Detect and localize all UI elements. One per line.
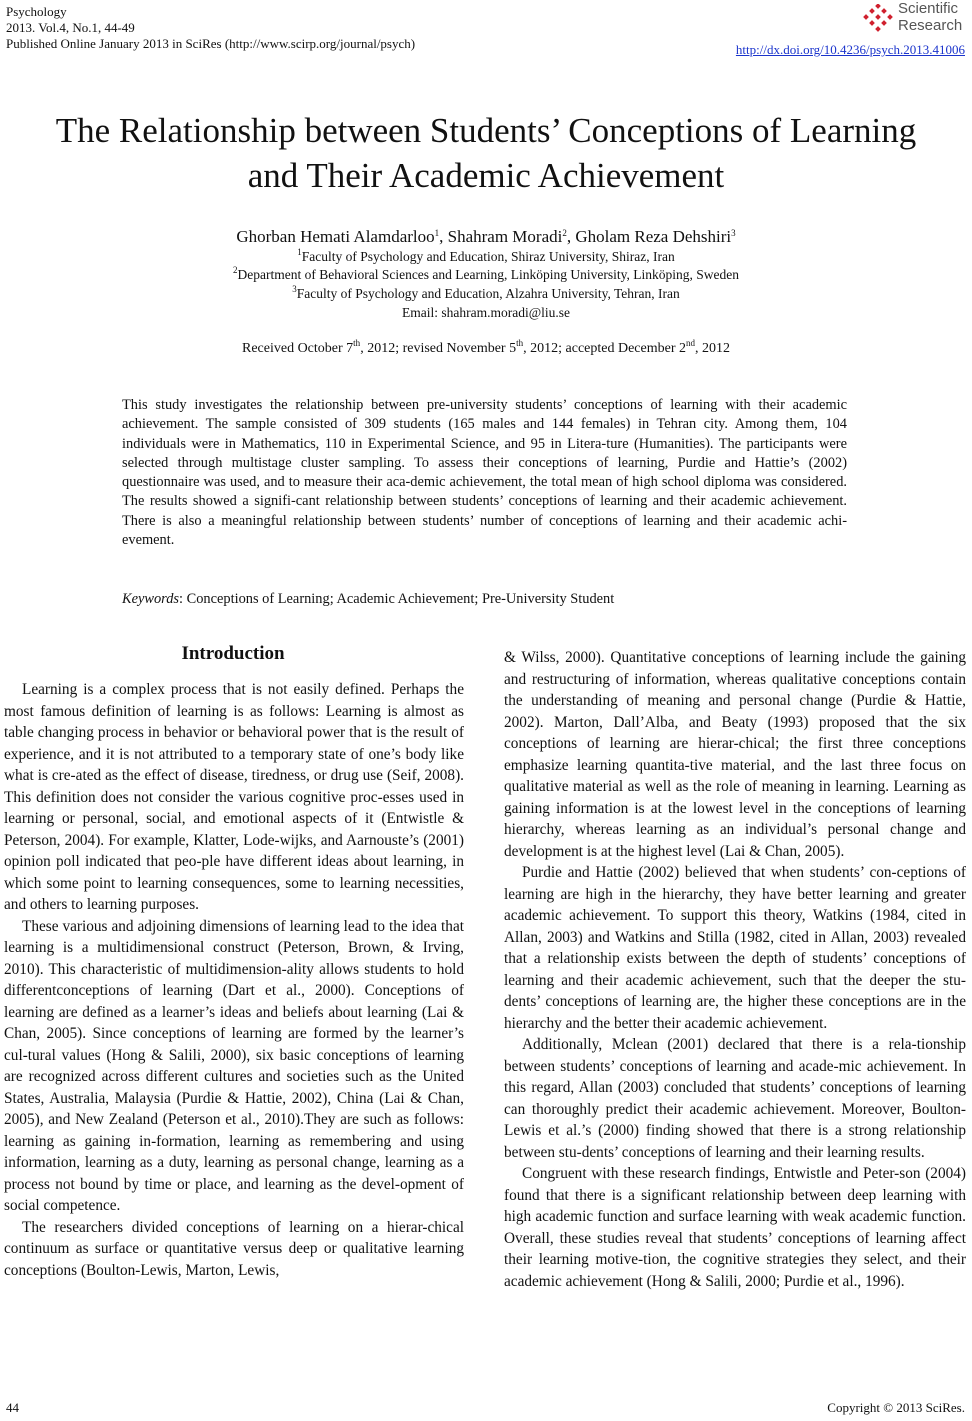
- copyright-notice: Copyright © 2013 SciRes.: [827, 1400, 965, 1415]
- journal-published: Published Online January 2013 in SciRes (http://www.scirp.org/journal/psych): [6, 36, 416, 51]
- author-sep: ,: [439, 227, 448, 246]
- accepted-text: , 2012; accepted December 2: [523, 341, 686, 356]
- author-name: Shahram Moradi: [447, 227, 563, 246]
- paragraph: Purdie and Hattie (2002) believed that when students’ con-ceptions of learning are high in the hierarchy, they have better learning and greater academic achievement. To support this theory, Watkins (1984, cited in Allan, 2003) and Watkins and Stilla (1982, cited in Allan, 2003) revealed that a relationship exists between the depth of students’ conceptions of learning and their academic achievement, such that the deeper the stu-dents’ conceptions of learning are, the higher these conceptions are in the hierarchy and the better their academic achievement.: [504, 864, 966, 1032]
- keywords: [122, 591, 614, 608]
- author-name: Ghorban Hemati Alamdarloo: [236, 227, 435, 246]
- journal-header: [6, 4, 415, 52]
- title-line-1: The Relationship between Students’ Conceptions of Learning: [55, 111, 917, 150]
- keywords-text: : Conceptions of Learning; Academic Achievement; Pre-University Student: [179, 591, 615, 607]
- logo-text-line2: Research: [898, 17, 963, 34]
- received-sup: th: [353, 338, 361, 348]
- logo-diamond-icon: [862, 4, 894, 32]
- paragraph: Additionally, Mclean (2001) declared that there is a rela-tionship between students’ conceptions of learning and acade-mic achievement. In this regard, Allan (2003) concluded that students’ conceptions of learning can thoroughly predict their academic achievement. Moreover, Boulton-Lewis et al.’s (2000) finding showed that there is a strong relationship between stu-dents’ conceptions of learning and their learning results.: [504, 1036, 966, 1161]
- revised-text: , 2012; revised November 5: [360, 341, 517, 356]
- affiliation-text: Faculty of Psychology and Education, Alzahra University, Tehran, Iran: [296, 286, 680, 301]
- received-year: , 2012: [695, 341, 730, 356]
- author-sup: 3: [731, 228, 736, 238]
- logo-text-line1: Scientific: [898, 0, 959, 17]
- affiliation-2: [0, 267, 972, 283]
- affiliation-sup: 1: [297, 247, 302, 257]
- paragraph: The researchers divided conceptions of learning on a hierar-chical continuum as surface or quantitative versus deep or qualitative learning conceptions (Boulton-Lewis, Marton, Lewis,: [4, 1218, 464, 1279]
- received-dates: [0, 338, 972, 357]
- affiliation-sup: 3: [292, 284, 297, 294]
- keywords-label: Keywords: [122, 591, 180, 607]
- doi-link[interactable]: http://dx.doi.org/10.4236/psych.2013.41006: [735, 42, 965, 57]
- right-column: [504, 647, 966, 1292]
- paragraph: & Wilss, 2000). Quantitative conceptions of learning include the gaining and restructuring of information, whereas qualitative conceptions contain the understanding of meaning and personal change (Purdie & Hattie, 2002). Marton, Dall’Alba, and Beaty (1993) proposed that the six conceptions of learning are hierar-chical; the first three conceptions emphasize learning quantita-tive material, and the last three focus on qualitative material as well as the role of meaning in learning. Learning as gaining information is at the lowest level in the conceptions of learning hierarchy, whereas learning as an individual’s personal change and development is at the highest level (Lai & Chan, 2005).: [504, 649, 966, 860]
- paragraph: Congruent with these research findings, Entwistle and Peter-son (2004) found that there is a significant relationship between deep learning with high academic function and surface learning with weak academic function. Overall, these studies reveal that students’ conceptions of learning affect their learning motive-tion, the cognitive strategies they select, and their academic achievement (Hong & Salili, 2000; Purdie et al., 1996).: [504, 1165, 966, 1290]
- email: Email: shahram.moradi@liu.se: [401, 305, 571, 320]
- section-heading-introduction: Introduction: [181, 643, 285, 664]
- page-number: 44: [6, 1400, 19, 1415]
- received-text: Received October 7: [241, 341, 354, 356]
- affiliation-1: [0, 249, 972, 265]
- affiliation-text: Department of Behavioral Sciences and Learning, Linköping University, Linköping, Sweden: [237, 267, 739, 282]
- author-name: Gholam Reza Dehshiri: [575, 227, 732, 246]
- left-column: [4, 679, 464, 1281]
- affiliation-3: [0, 286, 972, 302]
- revised-sup: th: [516, 338, 524, 348]
- journal-volume: 2013. Vol.4, No.1, 44-49: [6, 20, 135, 35]
- paragraph: These various and adjoining dimensions of learning lead to the idea that learning is a multidimensional construct (Peterson, Brown, & Irving, 2010). This characteristic of multidimension-ality allows students to hold differentconceptions of learning (Dart et al., 2000). Conceptions of learning are defined as a learner’s ideas and beliefs about learning (Lai & Chan, 2005). Since conceptions of learning are formed by the learner’s cul-tural values (Hong & Salili, 2000), six basic conceptions of learning are recognized across different cultures and societies such as the United States, Australia, Malaysia (Purdie & Hattie, 2002), China (Lai & Chan, 2005), and New Zealand (Peterson et al., 2010).They are such as follows: learning as gaining in-formation, learning as remembering and using information, learning as a duty, learning as personal change, learning as a process not bound by time or place, and learning as the devel-opment of social competence.: [4, 917, 464, 1214]
- affiliation-sup: 2: [233, 265, 238, 275]
- author-list: [0, 227, 972, 247]
- scientific-research-logo: [862, 0, 966, 36]
- author-sup: 2: [562, 228, 567, 238]
- author-sup: 1: [434, 228, 440, 238]
- accepted-sup: nd: [686, 338, 695, 348]
- affiliation-text: Faculty of Psychology and Education, Shiraz University, Shiraz, Iran: [301, 249, 675, 264]
- journal-name: Psychology: [6, 4, 67, 19]
- title-line-2: and Their Academic Achievement: [247, 156, 725, 195]
- paper-title: [0, 108, 972, 198]
- abstract: This study investigates the relationship between pre-university students’ conceptions of learning with their academic achievement. The sample consisted of 309 students (165 males and 144 females) in Tehran city. Among them, 104 individuals were in Mathematics, 110 in Experimental Science, and 95 in Litera-ture (Humanities). The participants were selected through multistage cluster sampling. To assess their conceptions of learning, Purdie and Hattie’s (2002) questionnaire was used, and to measure their aca-demic achievement, the total mean of high school diploma was considered. The results showed a signifi-cant relationship between students’ conceptions of learning and their academic achievement. There is also a meaningful relationship between students’ number of conceptions of learning and their academic achi-evement.: [122, 397, 847, 549]
- paragraph: Learning is a complex process that is not easily defined. Perhaps the most famous definition of learning is as follows: Learning is almost as table changing process in behavior or behavioral power that is the result of experience, and it is not attributed to a temporary state of one’s body like what is cre-ated as the effect of disease, tiredness, or drug use (Seif, 2008). This definition does not consider the various cognitive proc-esses used in learning or personal, social, and emotional aspects of it (Entwistle & Peterson, 2004). For example, Klatter, Lode-wijks, and Aarnouste’s (2001) opinion poll indicated that peo-ple have different ideas about learning, in which some point to learning consequences, some to learning necessities, and others to learning purposes.: [4, 681, 464, 913]
- author-sep: ,: [566, 227, 576, 246]
